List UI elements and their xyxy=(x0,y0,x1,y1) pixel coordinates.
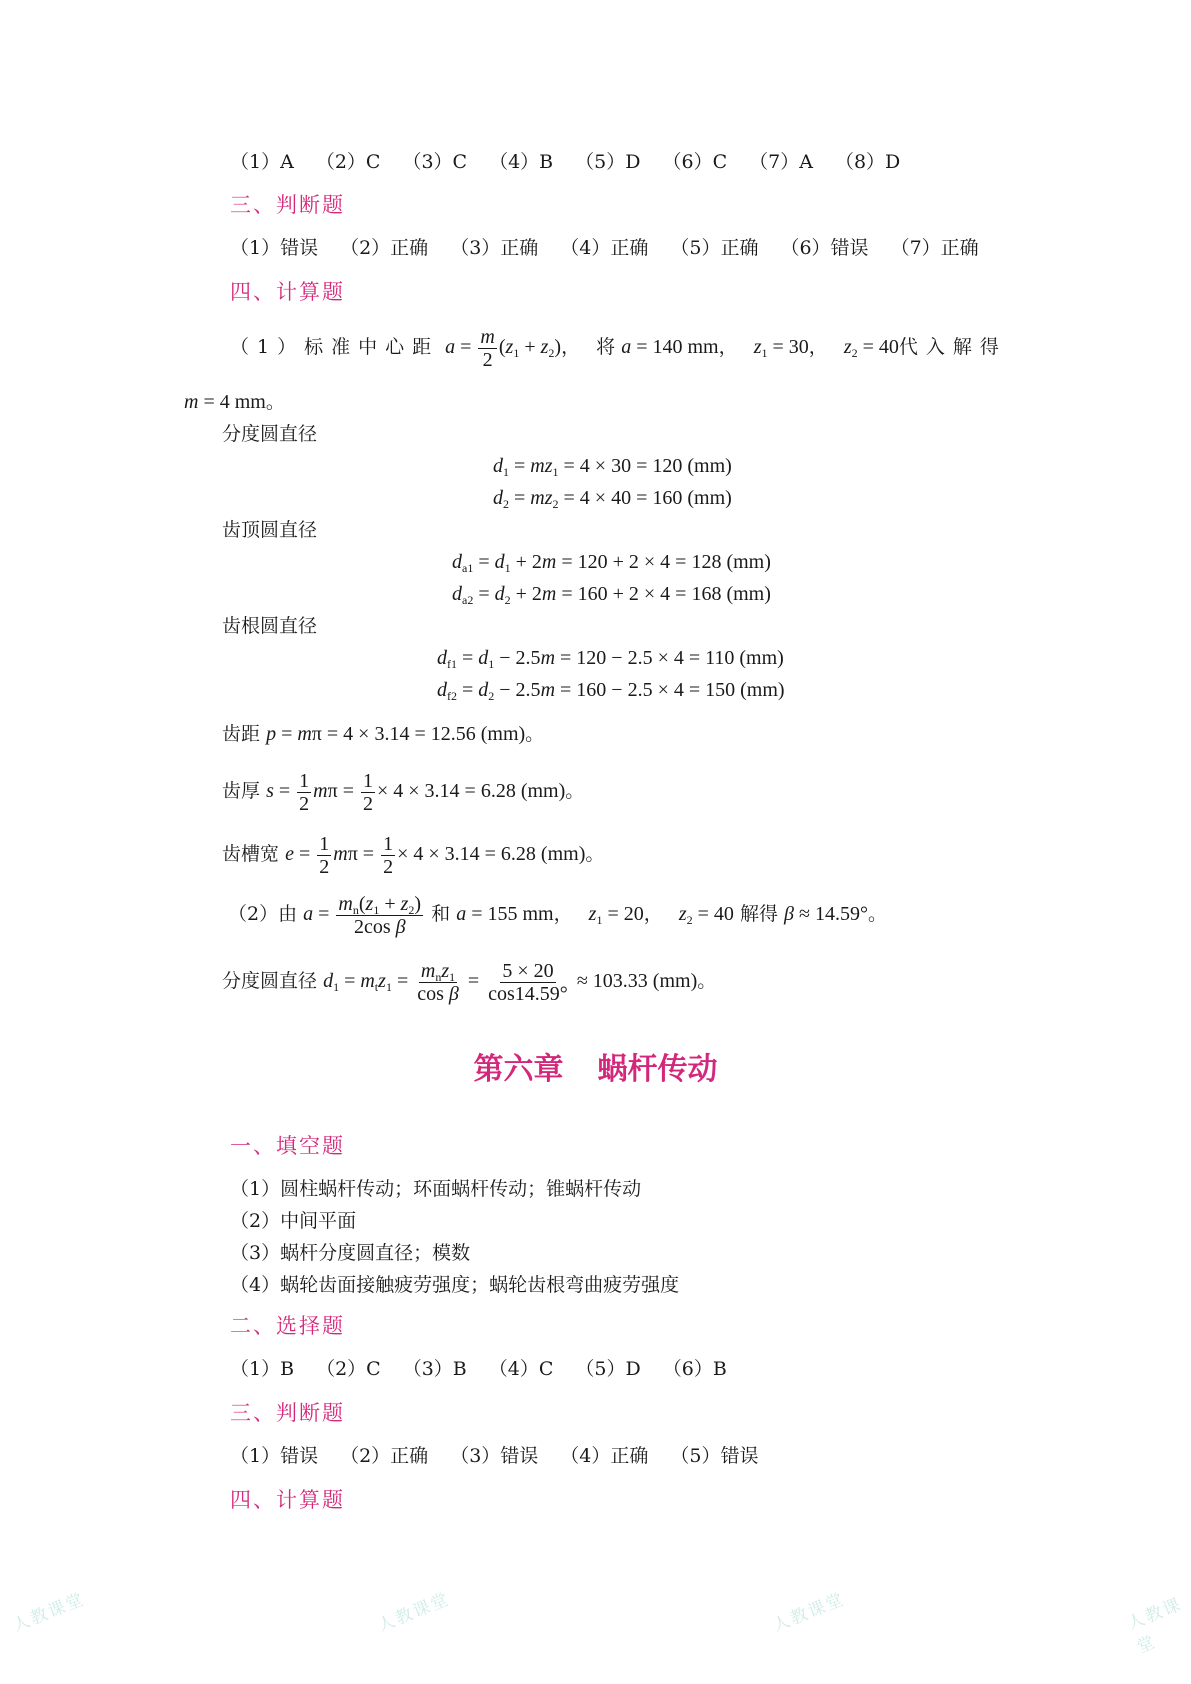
watermark: 人教课堂 xyxy=(769,1589,848,1637)
answer-item: （4）C xyxy=(488,1358,554,1380)
answer-item: （2）C xyxy=(315,151,381,173)
answer-item: （5）D xyxy=(575,151,641,173)
formula-center-distance: a = $\frac{m}{2}$ $(z_1 + z_2)$ xyxy=(445,326,562,371)
answer-item: （6）C xyxy=(662,151,728,173)
answer-item: （1）错误 xyxy=(230,237,319,259)
calc1-result: m = 4 mm。 xyxy=(184,391,285,413)
formula-d1: $d_1 = mz_1 = 4 \times 30 = 120$ (mm) xyxy=(493,455,732,479)
fill-answer: （3）蜗杆分度圆直径；模数 xyxy=(230,1242,471,1264)
answer-item: （6）B xyxy=(662,1358,727,1380)
label-pitch-diameter: 分度圆直径 xyxy=(222,423,318,445)
judge-answers xyxy=(230,1444,780,1468)
answer-item: （5）D xyxy=(575,1358,641,1380)
answer-item: （4）B xyxy=(489,151,554,173)
section-heading: 三、判断题 xyxy=(230,1401,345,1425)
given-z2: $z_2 = 40$ xyxy=(843,336,899,361)
section-heading: 二、选择题 xyxy=(230,1314,345,1338)
given-z1: $z_1 = 30$ xyxy=(753,336,809,361)
watermark: 人教课堂 xyxy=(374,1589,453,1637)
label-root-diameter: 齿根圆直径 xyxy=(222,615,318,637)
formula-da1: $d_{a1} = d_1 + 2m = 120 + 2 \times 4 = 128$ (mm) xyxy=(452,551,771,575)
answer-item: （3）错误 xyxy=(450,1445,539,1467)
choice-answers xyxy=(230,1357,749,1381)
answer-item: （1）B xyxy=(230,1358,295,1380)
answer-item: （1）错误 xyxy=(230,1445,319,1467)
section-heading: 四、计算题 xyxy=(230,1488,345,1512)
section-heading: 一、填空题 xyxy=(230,1134,345,1158)
answer-item: （5）错误 xyxy=(670,1445,759,1467)
answer-item: （7）正确 xyxy=(890,237,979,259)
answer-item: （2）C xyxy=(316,1358,381,1380)
fill-answer: （2）中间平面 xyxy=(230,1210,357,1232)
watermark: 人教课堂 xyxy=(1124,1594,1186,1658)
answer-item: （3）正确 xyxy=(450,237,539,259)
answer-item: （4）正确 xyxy=(560,1445,649,1467)
section-heading: 四、计算题 xyxy=(230,280,345,304)
calc1-intro: （1）标准中心距 xyxy=(230,336,440,359)
prev-judge-answers xyxy=(230,236,1001,260)
formula-df1: $d_{f1} = d_1 - 2.5m = 120 - 2.5 \times 4 = 110$ (mm) xyxy=(437,647,784,671)
formula-da2: $d_{a2} = d_2 + 2m = 160 + 2 \times 4 = 168$ (mm) xyxy=(452,583,771,607)
given-a: a = 140 mm xyxy=(621,336,719,359)
answer-item: （6）错误 xyxy=(780,237,869,259)
watermark: 人教课堂 xyxy=(9,1589,88,1637)
label-tip-diameter: 齿顶圆直径 xyxy=(222,519,318,541)
chapter-name: 蜗杆传动 xyxy=(597,1052,718,1087)
answer-item: （2）正确 xyxy=(340,237,429,259)
section-heading: 三、判断题 xyxy=(230,193,345,217)
formula-space-width: 齿槽宽 e = $\frac{1}{2}$ mπ = $\frac{1}{2}$ × 4 × 3.14 = 6.28 (mm)。 xyxy=(222,833,605,878)
calc1-statement: （1）标准中心距 a = $\frac{m}{2}$ $(z_1 + z_2)$， 将 a = 140 mm， $z_1 = 30$， $z_2 = 40$代入解得 xyxy=(230,326,1007,371)
fill-answer: （4）蜗轮齿面接触疲劳强度；蜗轮齿根弯曲疲劳强度 xyxy=(230,1274,680,1296)
answer-item: （5）正确 xyxy=(670,237,759,259)
calc2-pitch-diameter: 分度圆直径 $d_1 = m_tz_1$ = $\frac{m_nz_1}{\text{cos β}}$ = $\frac{5 \times 20}{\cos 14.59^\circ}$ ≈ 103.33 (mm)。 xyxy=(222,960,717,1005)
fill-answer: （1）圆柱蜗杆传动；环面蜗杆传动；锥蜗杆传动 xyxy=(230,1178,642,1200)
formula-thickness: 齿厚 s = $\frac{1}{2}$ mπ = $\frac{1}{2}$ × 4 × 3.14 = 6.28 (mm)。 xyxy=(222,770,585,815)
formula-pitch: 齿距 p = mπ = 4 × 3.14 = 12.56 (mm)。 xyxy=(222,723,545,745)
answer-item: （4）正确 xyxy=(560,237,649,259)
answer-item: （3）B xyxy=(402,1358,467,1380)
chapter-title xyxy=(0,1050,1191,1090)
formula-d2: $d_2 = mz_2 = 4 \times 40 = 160$ (mm) xyxy=(493,487,732,511)
chapter-number: 第六章 xyxy=(473,1052,564,1087)
answer-item: （7）A xyxy=(749,151,813,173)
formula-df2: $d_{f2} = d_2 - 2.5m = 160 - 2.5 \times 4 = 150$ (mm) xyxy=(437,679,785,703)
answer-item: （3）C xyxy=(402,151,468,173)
answer-item: （1）A xyxy=(230,151,294,173)
answer-item: （2）正确 xyxy=(340,1445,429,1467)
calc2-statement: （2）由 a = $\frac{m_n(z_1 + z_2)}{\text{2cos β}}$ 和 a = 155 mm， $z_1 = 20$， $z_2 = 40$ 解得 β ≈ 14.59°。 xyxy=(228,893,887,938)
answer-item: （8）D xyxy=(834,151,901,173)
prev-choice-answers xyxy=(230,150,922,174)
